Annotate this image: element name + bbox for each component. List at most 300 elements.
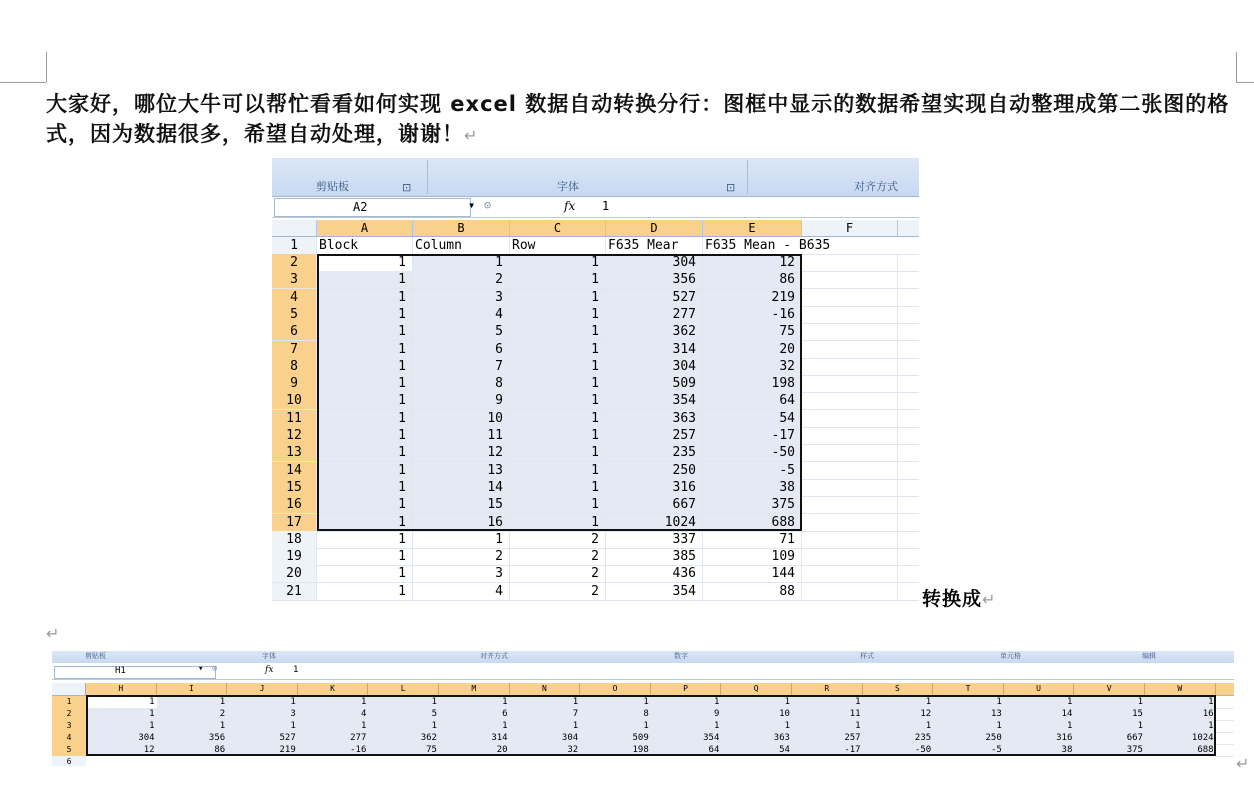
cell[interactable]: [802, 410, 898, 427]
row-header[interactable]: 20: [272, 565, 317, 582]
cell[interactable]: -16: [298, 744, 369, 756]
cell[interactable]: 354: [606, 392, 703, 409]
cell[interactable]: [802, 496, 898, 513]
cell[interactable]: 1: [317, 531, 413, 548]
cell[interactable]: 667: [1074, 732, 1145, 744]
cell[interactable]: 316: [606, 479, 703, 496]
row-header[interactable]: 3: [52, 720, 86, 732]
cell[interactable]: 1: [1004, 720, 1075, 732]
cell[interactable]: 1: [413, 254, 510, 271]
cell[interactable]: 32: [703, 358, 802, 375]
cell[interactable]: 1: [439, 696, 510, 708]
cell[interactable]: 1: [317, 479, 413, 496]
cell[interactable]: 38: [703, 479, 802, 496]
cell[interactable]: 375: [703, 496, 802, 513]
cell[interactable]: 4: [413, 583, 510, 600]
cell[interactable]: -50: [863, 744, 934, 756]
cell[interactable]: 688: [703, 514, 802, 531]
column-header[interactable]: E: [703, 220, 802, 236]
cell[interactable]: 1: [933, 696, 1004, 708]
cell[interactable]: 1: [510, 462, 606, 479]
cell[interactable]: [802, 583, 898, 600]
row-header[interactable]: 2: [52, 708, 86, 720]
cell[interactable]: 1: [510, 427, 606, 444]
cell[interactable]: [802, 548, 898, 565]
cancel-icon[interactable]: ⊙: [212, 664, 218, 674]
cell[interactable]: [157, 756, 228, 766]
cell[interactable]: 6: [413, 341, 510, 358]
cell[interactable]: [802, 514, 898, 531]
column-header[interactable]: B: [413, 220, 510, 236]
intro-text: 大家好，哪位大牛可以帮忙看看如何实现 excel 数据自动转换分行：图框中显示的数据希望实现自动整理成第二张图的格式，因为数据很多，希望自动处理，谢谢！: [46, 92, 1230, 146]
cell[interactable]: [802, 254, 898, 271]
cell[interactable]: -17: [703, 427, 802, 444]
cell[interactable]: [580, 756, 651, 766]
cell[interactable]: -50: [703, 444, 802, 461]
cell[interactable]: 32: [510, 744, 581, 756]
column-header[interactable]: J: [227, 683, 298, 695]
row-header[interactable]: 6: [272, 323, 317, 340]
cell[interactable]: 527: [227, 732, 298, 744]
cell[interactable]: 8: [413, 375, 510, 392]
cell[interactable]: [802, 444, 898, 461]
cell[interactable]: 1: [298, 696, 369, 708]
cell[interactable]: 9: [651, 708, 722, 720]
cell[interactable]: 1: [86, 720, 157, 732]
cell[interactable]: 38: [1004, 744, 1075, 756]
name-box[interactable]: A2: [274, 198, 471, 217]
cell[interactable]: 257: [792, 732, 863, 744]
cell[interactable]: 11: [413, 427, 510, 444]
cell[interactable]: 88: [703, 583, 802, 600]
row-header[interactable]: 19: [272, 548, 317, 565]
cell[interactable]: 1: [317, 565, 413, 582]
cell[interactable]: 1: [510, 306, 606, 323]
cell[interactable]: 10: [413, 410, 510, 427]
cell[interactable]: 64: [651, 744, 722, 756]
cell[interactable]: [1074, 756, 1145, 766]
cell[interactable]: 250: [606, 462, 703, 479]
cell[interactable]: 3: [413, 289, 510, 306]
cell[interactable]: 2: [510, 531, 606, 548]
cell[interactable]: [802, 565, 898, 582]
table-row: [272, 444, 919, 462]
column-header[interactable]: P: [651, 683, 722, 695]
cell[interactable]: 144: [703, 565, 802, 582]
cell[interactable]: 20: [439, 744, 510, 756]
cell[interactable]: 1: [317, 254, 413, 271]
column-header[interactable]: S: [863, 683, 934, 695]
cell[interactable]: 509: [606, 375, 703, 392]
cell[interactable]: 1: [317, 289, 413, 306]
table-row: [272, 583, 919, 601]
name-box[interactable]: H1: [54, 666, 216, 679]
cell[interactable]: 354: [651, 732, 722, 744]
cell[interactable]: [802, 427, 898, 444]
cell[interactable]: 363: [606, 410, 703, 427]
cell[interactable]: 356: [606, 271, 703, 288]
cell[interactable]: 1: [510, 254, 606, 271]
cell[interactable]: 9: [413, 392, 510, 409]
cell[interactable]: [863, 756, 934, 766]
cell[interactable]: 2: [157, 708, 228, 720]
row-header[interactable]: 9: [272, 375, 317, 392]
excel-screenshot-target: [52, 651, 1234, 766]
row-header[interactable]: 5: [52, 744, 86, 756]
cell[interactable]: 385: [606, 548, 703, 565]
cell[interactable]: 1: [157, 720, 228, 732]
cell[interactable]: 1: [413, 531, 510, 548]
cell[interactable]: 1: [1004, 696, 1075, 708]
cell[interactable]: 75: [703, 323, 802, 340]
cell[interactable]: 12: [413, 444, 510, 461]
row-header[interactable]: 21: [272, 583, 317, 600]
cell[interactable]: 3: [227, 708, 298, 720]
cell[interactable]: 1: [1074, 720, 1145, 732]
paragraph-mark: ↵: [464, 126, 479, 145]
cell[interactable]: 14: [413, 479, 510, 496]
cell[interactable]: 12: [863, 708, 934, 720]
table-row: [272, 289, 919, 307]
cell[interactable]: 1: [317, 392, 413, 409]
cell[interactable]: 1: [317, 306, 413, 323]
cell[interactable]: 1: [1145, 696, 1216, 708]
cell[interactable]: 1: [580, 720, 651, 732]
cell[interactable]: [802, 462, 898, 479]
table-row: [272, 479, 919, 497]
cell[interactable]: [1145, 756, 1216, 766]
formula-input[interactable]: 1: [293, 665, 299, 675]
row-header[interactable]: 10: [272, 392, 317, 409]
column-header[interactable]: I: [157, 683, 228, 695]
cell[interactable]: -17: [792, 744, 863, 756]
cell[interactable]: 1: [863, 720, 934, 732]
table-row: [272, 306, 919, 324]
cell[interactable]: 2: [510, 548, 606, 565]
cell[interactable]: 1: [317, 583, 413, 600]
cell[interactable]: 1: [510, 271, 606, 288]
cell[interactable]: 235: [606, 444, 703, 461]
cell[interactable]: 316: [1004, 732, 1075, 744]
column-header[interactable]: O: [580, 683, 651, 695]
cell[interactable]: 198: [703, 375, 802, 392]
cell[interactable]: 1024: [1145, 732, 1216, 744]
cell[interactable]: [802, 323, 898, 340]
cell[interactable]: 1: [510, 410, 606, 427]
cell[interactable]: [439, 756, 510, 766]
cell[interactable]: 4: [413, 306, 510, 323]
cell[interactable]: 1: [721, 720, 792, 732]
chevron-down-icon[interactable]: ▾: [468, 198, 476, 212]
cell[interactable]: 219: [703, 289, 802, 306]
cell[interactable]: [1004, 756, 1075, 766]
cell[interactable]: 7: [413, 358, 510, 375]
cell[interactable]: 198: [580, 744, 651, 756]
cell[interactable]: 314: [439, 732, 510, 744]
chevron-down-icon[interactable]: ▾: [198, 664, 204, 674]
cell[interactable]: 219: [227, 744, 298, 756]
cell[interactable]: 1: [317, 410, 413, 427]
row-header[interactable]: 7: [272, 341, 317, 358]
row-header[interactable]: 14: [272, 462, 317, 479]
column-header[interactable]: R: [792, 683, 863, 695]
cell[interactable]: 2: [413, 548, 510, 565]
row-header[interactable]: 18: [272, 531, 317, 548]
cell[interactable]: 667: [606, 496, 703, 513]
cell[interactable]: 509: [580, 732, 651, 744]
cell[interactable]: 688: [1145, 744, 1216, 756]
crop-mark-right-vertical: [1236, 52, 1237, 82]
cell[interactable]: 354: [606, 583, 703, 600]
cell[interactable]: 12: [86, 744, 157, 756]
table-row: [272, 254, 919, 272]
cell[interactable]: 86: [703, 271, 802, 288]
cell[interactable]: -16: [703, 306, 802, 323]
cell[interactable]: 304: [606, 254, 703, 271]
ribbon-group-alignment: 对齐方式: [854, 180, 898, 193]
cell[interactable]: 71: [703, 531, 802, 548]
formula-bar: [52, 665, 1234, 680]
cell[interactable]: 1024: [606, 514, 703, 531]
crop-mark-left-vertical: [46, 52, 47, 82]
cell[interactable]: 304: [606, 358, 703, 375]
paragraph-mark: ↵: [1236, 754, 1250, 773]
table-row: [272, 323, 919, 341]
cell[interactable]: [802, 341, 898, 358]
cell[interactable]: 1: [580, 696, 651, 708]
cell[interactable]: 1: [510, 720, 581, 732]
column-header[interactable]: U: [1004, 683, 1075, 695]
cell[interactable]: 64: [703, 392, 802, 409]
intro-paragraph[interactable]: [46, 89, 1236, 151]
cell[interactable]: [802, 375, 898, 392]
cell[interactable]: 235: [863, 732, 934, 744]
row-header[interactable]: 5: [272, 306, 317, 323]
cell[interactable]: 20: [703, 341, 802, 358]
cell[interactable]: 4: [298, 708, 369, 720]
cell[interactable]: 86: [157, 744, 228, 756]
cell[interactable]: 15: [1074, 708, 1145, 720]
row-header[interactable]: 16: [272, 496, 317, 513]
cell[interactable]: 1: [157, 696, 228, 708]
cell[interactable]: 436: [606, 565, 703, 582]
table-row: [272, 531, 919, 549]
cell[interactable]: 277: [298, 732, 369, 744]
cell[interactable]: 2: [510, 565, 606, 582]
cell[interactable]: 1: [298, 720, 369, 732]
cell[interactable]: 363: [721, 732, 792, 744]
column-header[interactable]: W: [1145, 683, 1216, 695]
cell[interactable]: 75: [368, 744, 439, 756]
cell[interactable]: 1: [86, 708, 157, 720]
formula-bar: [272, 197, 919, 218]
cell[interactable]: [721, 756, 792, 766]
cell[interactable]: 1: [317, 271, 413, 288]
row-header[interactable]: 11: [272, 410, 317, 427]
cell[interactable]: 1: [317, 444, 413, 461]
cell[interactable]: 1: [317, 514, 413, 531]
cell[interactable]: 1: [1074, 696, 1145, 708]
cell[interactable]: 2: [510, 583, 606, 600]
cancel-icon[interactable]: ⊙: [484, 198, 492, 212]
column-header[interactable]: A: [317, 220, 413, 236]
cell[interactable]: 8: [580, 708, 651, 720]
cell[interactable]: [298, 756, 369, 766]
cell[interactable]: [651, 756, 722, 766]
cell[interactable]: [933, 756, 1004, 766]
row-header[interactable]: 12: [272, 427, 317, 444]
column-header[interactable]: H: [86, 683, 157, 695]
cell[interactable]: 1: [510, 323, 606, 340]
cell[interactable]: 1: [510, 444, 606, 461]
cell[interactable]: 3: [413, 565, 510, 582]
row-header[interactable]: 3: [272, 271, 317, 288]
table-row: [272, 392, 919, 410]
cell[interactable]: 362: [606, 323, 703, 340]
cell[interactable]: 13: [933, 708, 1004, 720]
row-header[interactable]: 4: [272, 289, 317, 306]
cell[interactable]: 1: [439, 720, 510, 732]
cell[interactable]: 1: [933, 720, 1004, 732]
cell[interactable]: 1: [86, 696, 157, 708]
cell[interactable]: 527: [606, 289, 703, 306]
cell[interactable]: [802, 289, 898, 306]
cell[interactable]: 1: [792, 696, 863, 708]
cell[interactable]: 13: [413, 462, 510, 479]
table-row: [272, 548, 919, 566]
cell[interactable]: 304: [86, 732, 157, 744]
cell[interactable]: 1: [510, 341, 606, 358]
fx-icon[interactable]: fx: [265, 665, 274, 675]
column-header[interactable]: N: [510, 683, 581, 695]
cell[interactable]: 1: [651, 720, 722, 732]
cell[interactable]: 1: [510, 289, 606, 306]
cell[interactable]: 54: [703, 410, 802, 427]
cell[interactable]: [802, 479, 898, 496]
cell[interactable]: 375: [1074, 744, 1145, 756]
cell[interactable]: 1: [368, 720, 439, 732]
cell[interactable]: 1: [317, 341, 413, 358]
cell[interactable]: 356: [157, 732, 228, 744]
cell[interactable]: 5: [413, 323, 510, 340]
select-all-corner[interactable]: [52, 683, 86, 695]
column-header[interactable]: D: [606, 220, 703, 236]
column-header[interactable]: K: [298, 683, 369, 695]
cell[interactable]: 257: [606, 427, 703, 444]
cell[interactable]: 1: [510, 514, 606, 531]
cell[interactable]: [368, 756, 439, 766]
cell[interactable]: 1: [317, 496, 413, 513]
cell[interactable]: [86, 756, 157, 766]
row-header[interactable]: 2: [272, 254, 317, 271]
formula-input[interactable]: 1: [602, 199, 610, 213]
column-header[interactable]: L: [368, 683, 439, 695]
cell[interactable]: 337: [606, 531, 703, 548]
cell[interactable]: 1: [317, 323, 413, 340]
column-header[interactable]: F: [802, 220, 898, 236]
cell[interactable]: 304: [510, 732, 581, 744]
column-header[interactable]: V: [1074, 683, 1145, 695]
cell[interactable]: 1: [317, 427, 413, 444]
cell[interactable]: 1: [510, 696, 581, 708]
column-header[interactable]: C: [510, 220, 606, 236]
table-row: [272, 341, 919, 359]
cell[interactable]: [802, 306, 898, 323]
cell[interactable]: [802, 531, 898, 548]
cell[interactable]: 7: [510, 708, 581, 720]
cell[interactable]: [510, 756, 581, 766]
select-all-corner[interactable]: [272, 220, 317, 236]
cell[interactable]: [802, 392, 898, 409]
cell[interactable]: 15: [413, 496, 510, 513]
cell[interactable]: 16: [1145, 708, 1216, 720]
cell[interactable]: -5: [933, 744, 1004, 756]
cell[interactable]: 5: [368, 708, 439, 720]
row-header[interactable]: 6: [52, 756, 86, 766]
cell[interactable]: 362: [368, 732, 439, 744]
cell[interactable]: [802, 271, 898, 288]
row-header[interactable]: 13: [272, 444, 317, 461]
cell[interactable]: 1: [510, 392, 606, 409]
cell[interactable]: [802, 358, 898, 375]
cell[interactable]: 16: [413, 514, 510, 531]
cell[interactable]: 250: [933, 732, 1004, 744]
cell[interactable]: [227, 756, 298, 766]
cell[interactable]: 1: [721, 696, 792, 708]
cell[interactable]: 314: [606, 341, 703, 358]
cell[interactable]: 1: [510, 375, 606, 392]
cell[interactable]: 1: [317, 375, 413, 392]
row-header[interactable]: 1: [52, 696, 86, 708]
row-header[interactable]: 15: [272, 479, 317, 496]
cell[interactable]: 1: [317, 548, 413, 565]
column-header[interactable]: Q: [721, 683, 792, 695]
cell[interactable]: 1: [863, 696, 934, 708]
row-header[interactable]: 17: [272, 514, 317, 531]
column-header[interactable]: M: [439, 683, 510, 695]
cell[interactable]: 1: [227, 720, 298, 732]
cell[interactable]: 11: [792, 708, 863, 720]
cell[interactable]: 2: [413, 271, 510, 288]
cell[interactable]: 277: [606, 306, 703, 323]
cell[interactable]: 1: [651, 696, 722, 708]
row-header[interactable]: 4: [52, 732, 86, 744]
cell[interactable]: 1: [792, 720, 863, 732]
cell[interactable]: 12: [703, 254, 802, 271]
cell[interactable]: 1: [510, 496, 606, 513]
cell[interactable]: 6: [439, 708, 510, 720]
cell[interactable]: 1: [510, 479, 606, 496]
cell[interactable]: -5: [703, 462, 802, 479]
fx-icon[interactable]: fx: [564, 199, 576, 213]
cell[interactable]: [792, 756, 863, 766]
cell[interactable]: 10: [721, 708, 792, 720]
cell[interactable]: 14: [1004, 708, 1075, 720]
cell[interactable]: 1: [1145, 720, 1216, 732]
table-row: [272, 514, 919, 532]
cell[interactable]: 1: [368, 696, 439, 708]
cell[interactable]: 54: [721, 744, 792, 756]
column-header[interactable]: T: [933, 683, 1004, 695]
ribbon: 剪贴板 字体 对齐方式 数字 样式 单元格 编辑: [52, 651, 1234, 663]
cell[interactable]: 1: [317, 358, 413, 375]
cell[interactable]: 109: [703, 548, 802, 565]
cell[interactable]: 1: [510, 358, 606, 375]
cell[interactable]: 1: [227, 696, 298, 708]
cell[interactable]: 1: [317, 462, 413, 479]
table-row: [52, 756, 1234, 766]
row-header[interactable]: 8: [272, 358, 317, 375]
